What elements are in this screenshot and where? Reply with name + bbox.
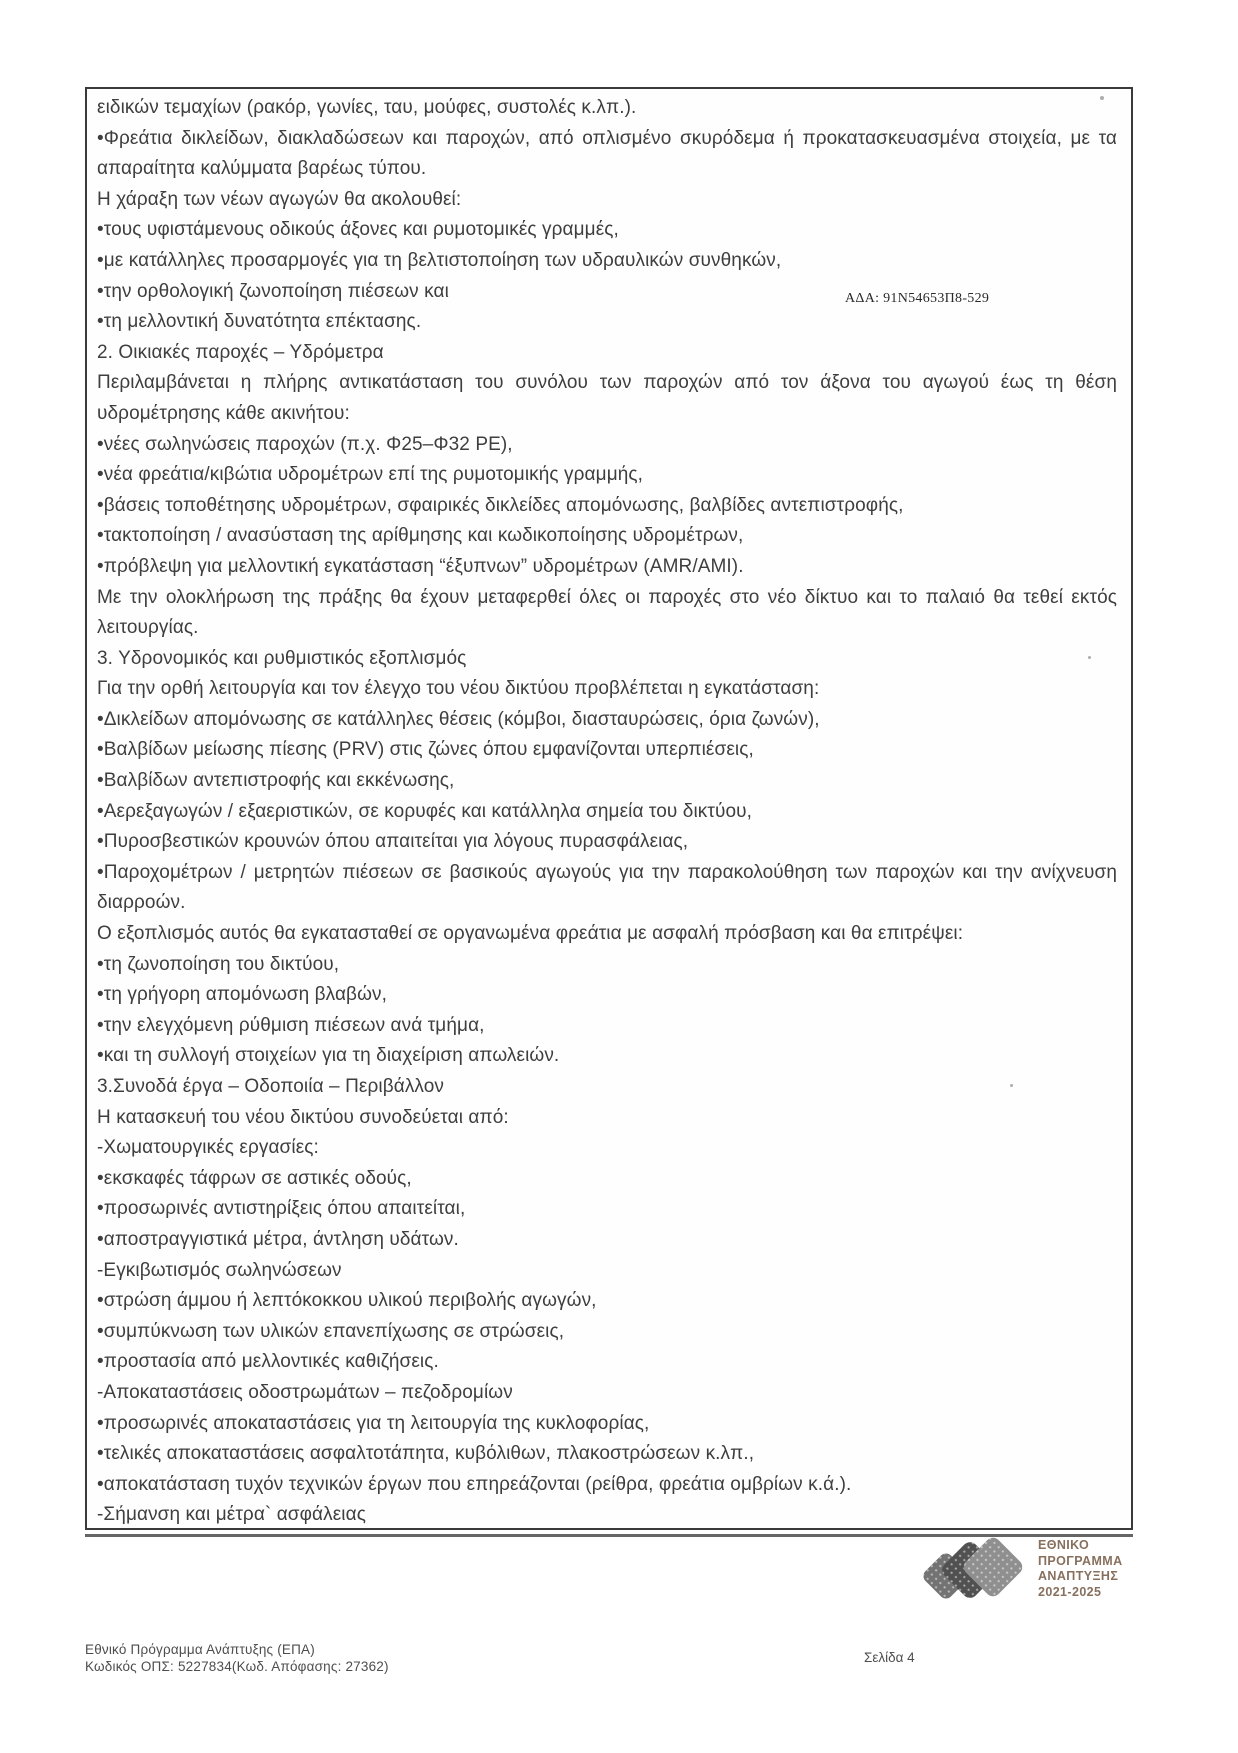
document-line: •Παροχομέτρων / μετρητών πιέσεων σε βασικούς αγωγούς για την παρακολούθηση των παροχών και την ανίχνευση διαρροών. xyxy=(97,861,1117,914)
document-line: •εκσκαφές τάφρων σε αστικές οδούς, xyxy=(97,1167,412,1189)
document-line: -Σήμανση και μέτρα` ασφάλειας xyxy=(97,1504,366,1526)
document-line: •με κατάλληλες προσαρμογές για τη βελτιστοποίηση των υδραυλικών συνθηκών, xyxy=(97,249,782,271)
document-line: •Βαλβίδων μείωσης πίεσης (PRV) στις ζώνες όπου εμφανίζονται υπερπιέσεις, xyxy=(97,739,754,761)
document-line: 3.Συνοδά έργα – Οδοποιία – Περιβάλλον xyxy=(97,1076,444,1097)
document-line: •Αερεξαγωγών / εξαεριστικών, σε κορυφές και κατάλληλα σημεία του δικτύου, xyxy=(97,800,753,822)
document-line: 3. Υδρονομικός και ρυθμιστικός εξοπλισμός xyxy=(97,647,467,669)
document-line: •αποκατάσταση τυχόν τεχνικών έργων που επηρεάζονται (ρείθρα, φρεάτια ομβρίων κ.ά.). xyxy=(97,1473,852,1495)
document-line: Η χάραξη των νέων αγωγών θα ακολουθεί: xyxy=(97,188,462,210)
document-line: •στρώση άμμου ή λεπτόκοκκου υλικού περιβολής αγωγών, xyxy=(97,1290,597,1312)
page-number: Σελίδα 4 xyxy=(864,1650,915,1665)
document-line: •Φρεάτια δικλείδων, διακλαδώσεων και παροχών, από οπλισμένο σκυρόδεμα ή προκατασκευασμένα στοιχεία, με τα απαραίτητα καλύμματα βαρέως τύπου. xyxy=(97,127,1117,180)
document-line: •τη μελλοντική δυνατότητα επέκτασης. xyxy=(97,311,422,333)
document-line: •νέα φρεάτια/κιβώτια υδρομέτρων επί της ρυμοτομικής γραμμής, xyxy=(97,464,644,486)
document-line: •Πυροσβεστικών κρουνών όπου απαιτείται για λόγους πυρασφάλειας, xyxy=(97,831,689,853)
document-line: 2. Οικιακές παροχές – Υδρόμετρα xyxy=(97,341,384,363)
scan-speck xyxy=(1088,656,1091,659)
document-line: •Δικλείδων απομόνωσης σε κατάλληλες θέσεις (κόμβοι, διασταυρώσεις, όρια ζωνών), xyxy=(97,708,820,730)
document-line: •προσωρινές αποκαταστάσεις για τη λειτουργία της κυκλοφορίας, xyxy=(97,1412,650,1434)
document-line: •αποστραγγιστικά μέτρα, άντληση υδάτων. xyxy=(97,1228,459,1250)
footer-program-info xyxy=(85,1641,389,1675)
ada-code-stamp: ΑΔΑ: 91Ν54653Π8-529 xyxy=(845,291,990,306)
document-line: -Αποκαταστάσεις οδοστρωμάτων – πεζοδρομίων xyxy=(97,1381,513,1403)
epa-diamonds-icon xyxy=(920,1528,1024,1624)
document-line: Η κατασκευή του νέου δικτύου συνοδεύεται από: xyxy=(97,1106,509,1128)
document-line: •προσωρινές αντιστηρίξεις όπου απαιτείται, xyxy=(97,1198,466,1220)
epa-logo-text xyxy=(1038,1538,1123,1600)
epa-logo-text-line: ΑΝΑΠΤΥΞΗΣ xyxy=(1038,1569,1119,1583)
epa-logo-text-line: ΠΡΟΓΡΑΜΜΑ xyxy=(1038,1553,1123,1568)
document-line: •και τη συλλογή στοιχείων για τη διαχείριση απωλειών. xyxy=(97,1045,560,1067)
document-line: ειδικών τεμαχίων (ρακόρ, γωνίες, ταυ, μούφες, συστολές κ.λπ.). xyxy=(97,97,637,118)
document-line: •Βαλβίδων αντεπιστροφής και εκκένωσης, xyxy=(97,770,455,792)
epa-logo-text-line: 2021-2025 xyxy=(1038,1584,1102,1599)
document-line: -Εγκιβωτισμός σωληνώσεων xyxy=(97,1259,342,1281)
document-line: •νέες σωληνώσεις παροχών (π.χ. Φ25–Φ32 PE), xyxy=(97,433,513,455)
document-line: •τους υφιστάμενους οδικούς άξονες και ρυμοτομικές γραμμές, xyxy=(97,219,619,241)
scan-speck xyxy=(1100,96,1104,100)
document-line: Για την ορθή λειτουργία και τον έλεγχο του νέου δικτύου προβλέπεται η εγκατάσταση: xyxy=(97,678,820,700)
scan-speck xyxy=(1010,1084,1013,1087)
document-line: •βάσεις τοποθέτησης υδρομέτρων, σφαιρικές δικλείδες απομόνωσης, βαλβίδες αντεπιστροφής, xyxy=(97,494,904,516)
document-line: •την ορθολογική ζωνοποίηση πιέσεων και xyxy=(97,280,449,302)
document-line: •τακτοποίηση / ανασύσταση της αρίθμησης και κωδικοποίησης υδρομέτρων, xyxy=(97,525,744,547)
document-line: -Χωματουργικές εργασίες: xyxy=(97,1137,319,1159)
epa-logo-block xyxy=(920,1528,1123,1624)
document-line: Με την ολοκλήρωση της πράξης θα έχουν μεταφερθεί όλες οι παροχές στο νέο δίκτυο και το παλαιό θα τεθεί εκτός λειτουργίας. xyxy=(97,586,1117,639)
document-line: •τελικές αποκαταστάσεις ασφαλτοτάπητα, κυβόλιθων, πλακοστρώσεων κ.λπ., xyxy=(97,1443,755,1465)
document-line: Ο εξοπλισμός αυτός θα εγκατασταθεί σε οργανωμένα φρεάτια με ασφαλή πρόσβαση και θα επιτρέψει: xyxy=(97,923,964,945)
footer-line-2: Κωδικός ΟΠΣ: 5227834(Κωδ. Απόφασης: 27362) xyxy=(85,1659,389,1674)
epa-logo-text-line: ΕΘΝΙΚΟ xyxy=(1038,1538,1090,1552)
document-line: •την ελεγχόμενη ρύθμιση πιέσεων ανά τμήμα, xyxy=(97,1014,485,1036)
footer-line-1: Εθνικό Πρόγραμμα Ανάπτυξης (ΕΠΑ) xyxy=(85,1642,315,1657)
document-line: •πρόβλεψη για μελλοντική εγκατάσταση “έξυπνων” υδρομέτρων (AMR/AMI). xyxy=(97,555,744,577)
document-line: •προστασία από μελλοντικές καθιζήσεις. xyxy=(97,1351,439,1373)
document-line: •συμπύκνωση των υλικών επανεπίχωσης σε στρώσεις, xyxy=(97,1320,565,1342)
document-line: •τη ζωνοποίηση του δικτύου, xyxy=(97,953,340,975)
document-line: Περιλαμβάνεται η πλήρης αντικατάσταση του συνόλου των παροχών από τον άξονα του αγωγού έως τη θέση υδρομέτρησης κάθε ακινήτου: xyxy=(97,372,1117,424)
document-line: •τη γρήγορη απομόνωση βλαβών, xyxy=(97,984,387,1006)
